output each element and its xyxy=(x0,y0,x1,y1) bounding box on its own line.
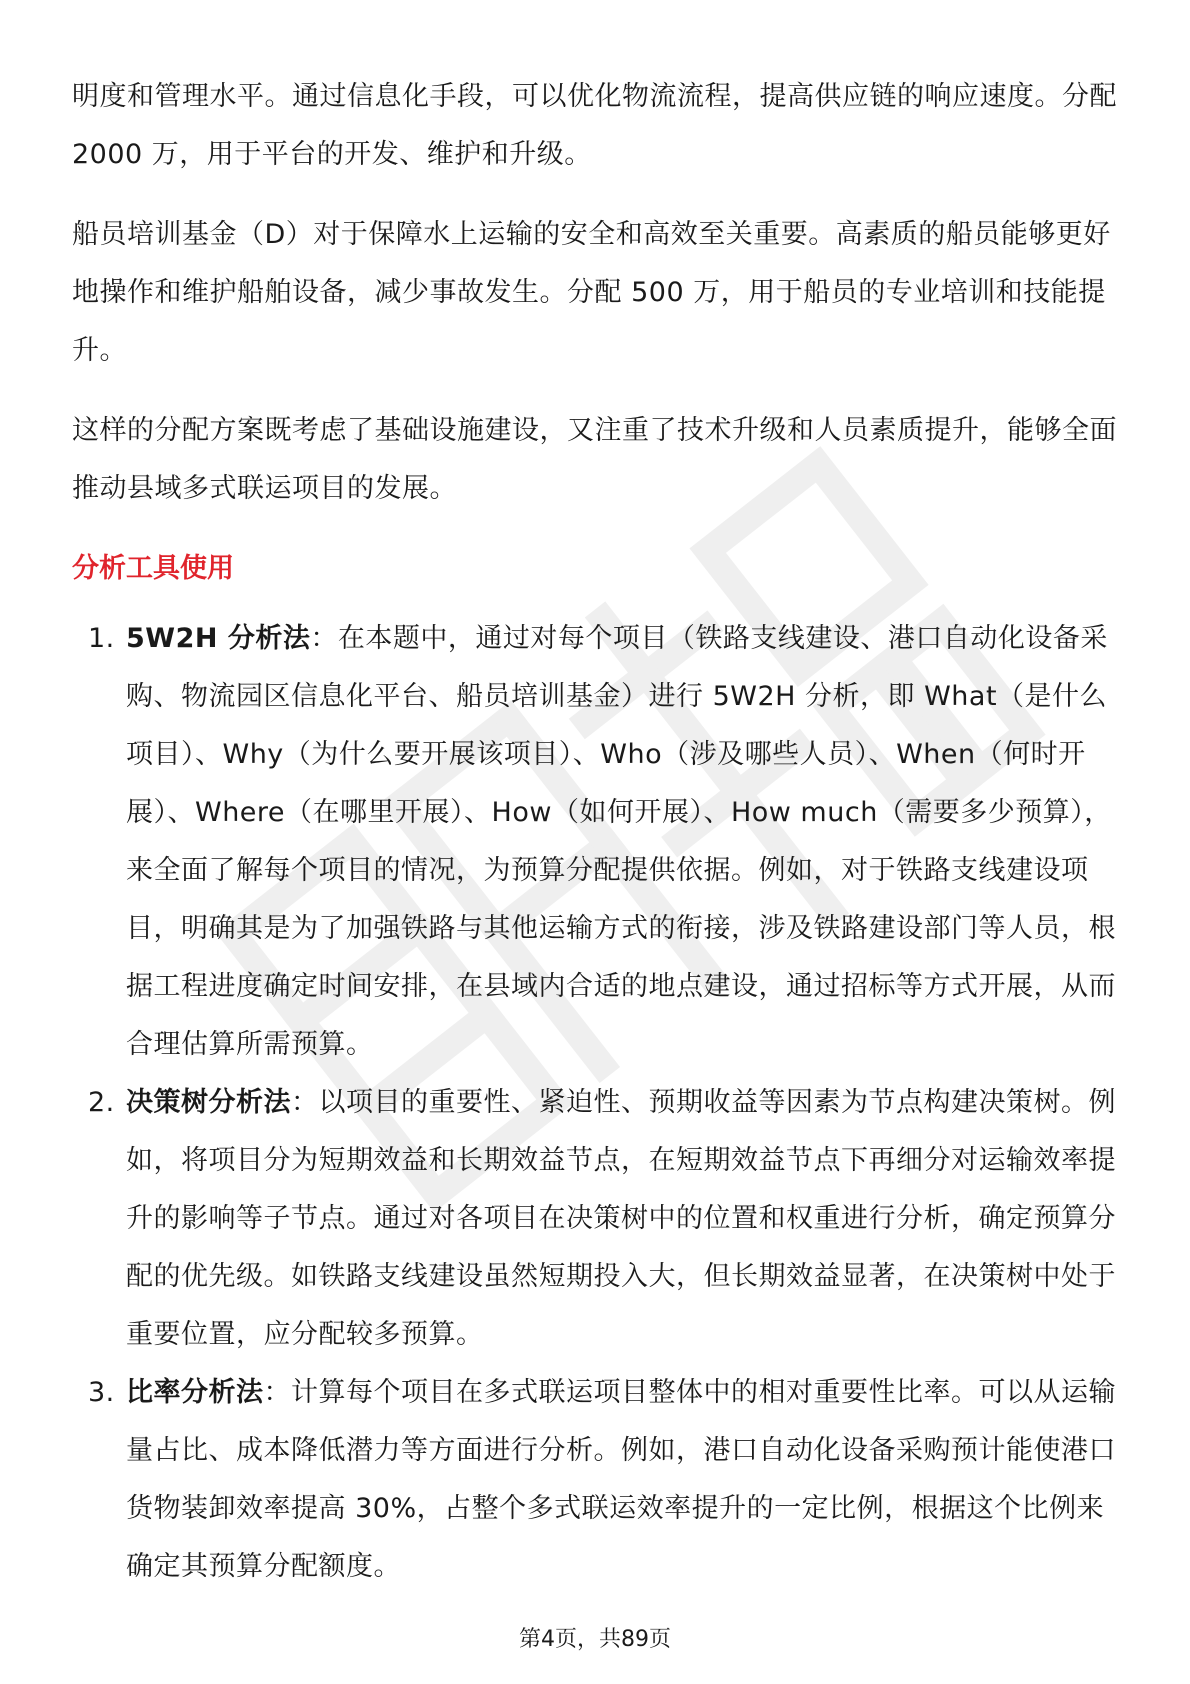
page-content xyxy=(72,68,1122,1596)
paragraph-crew-training: 船员培训基金（D）对于保障水上运输的安全和高效至关重要。高素质的船员能够更好地操作和维护船舶设备，减少事故发生。分配 500 万，用于船员的专业培训和技能提升。 xyxy=(72,219,1111,366)
list-number: 3. xyxy=(88,1377,115,1408)
list-number: 2. xyxy=(88,1087,115,1118)
page-number-footer: 第4页，共89页 xyxy=(519,1627,671,1652)
list-number: 1. xyxy=(88,623,115,654)
tool-description: ：计算每个项目在多式联运项目整体中的相对重要性比率。可以从运输量占比、成本降低潜力等方面进行分析。例如，港口自动化设备采购预计能使港口货物装卸效率提高 30%，占整个多式联运效率提升的一定比例，根据这个比例来确定其预算分配额度。 xyxy=(126,1377,1116,1582)
tool-description: ：在本题中，通过对每个项目（铁路支线建设、港口自动化设备采购、物流园区信息化平台、船员培训基金）进行 5W2H 分析，即 What（是什么项目）、Why（为什么要开展该项目）、Who（涉及哪些人员）、When（何时开展）、Where（在哪里开展）、How（如何开展）、How much（需要多少预算），来全面了解每个项目的情况，为预算分配提供依据。例如，对于铁路支线建设项目，明确其是为了加强铁路与其他运输方式的衔接，涉及铁路建设部门等人员，根据工程进度确定时间安排，在县域内合适的地点建设，通过招标等方式开展，从而合理估算所需预算。 xyxy=(126,623,1116,1060)
paragraph-platform-budget: 明度和管理水平。通过信息化手段，可以优化物流流程，提高供应链的响应速度。分配 2000 万，用于平台的开发、维护和升级。 xyxy=(72,81,1117,170)
tool-description: ：以项目的重要性、紧迫性、预期收益等因素为节点构建决策树。例如，将项目分为短期效益和长期效益节点，在短期效益节点下再细分对运输效率提升的影响等子节点。通过对各项目在决策树中的位置和权重进行分析，确定预算分配的优先级。如铁路支线建设虽然短期投入大，但长期效益显著，在决策树中处于重要位置，应分配较多预算。 xyxy=(126,1087,1116,1350)
analysis-tools-list xyxy=(72,610,1122,1596)
section-heading: 分析工具使用 xyxy=(72,553,234,584)
list-item xyxy=(72,1074,1122,1364)
list-item xyxy=(72,610,1122,1074)
list-item xyxy=(72,1364,1122,1596)
tool-term: 5W2H 分析法 xyxy=(126,623,311,654)
paragraph-allocation-summary: 这样的分配方案既考虑了基础设施建设，又注重了技术升级和人员素质提升，能够全面推动县域多式联运项目的发展。 xyxy=(72,415,1117,504)
tool-term: 决策树分析法 xyxy=(126,1087,291,1118)
tool-term: 比率分析法 xyxy=(126,1377,264,1408)
